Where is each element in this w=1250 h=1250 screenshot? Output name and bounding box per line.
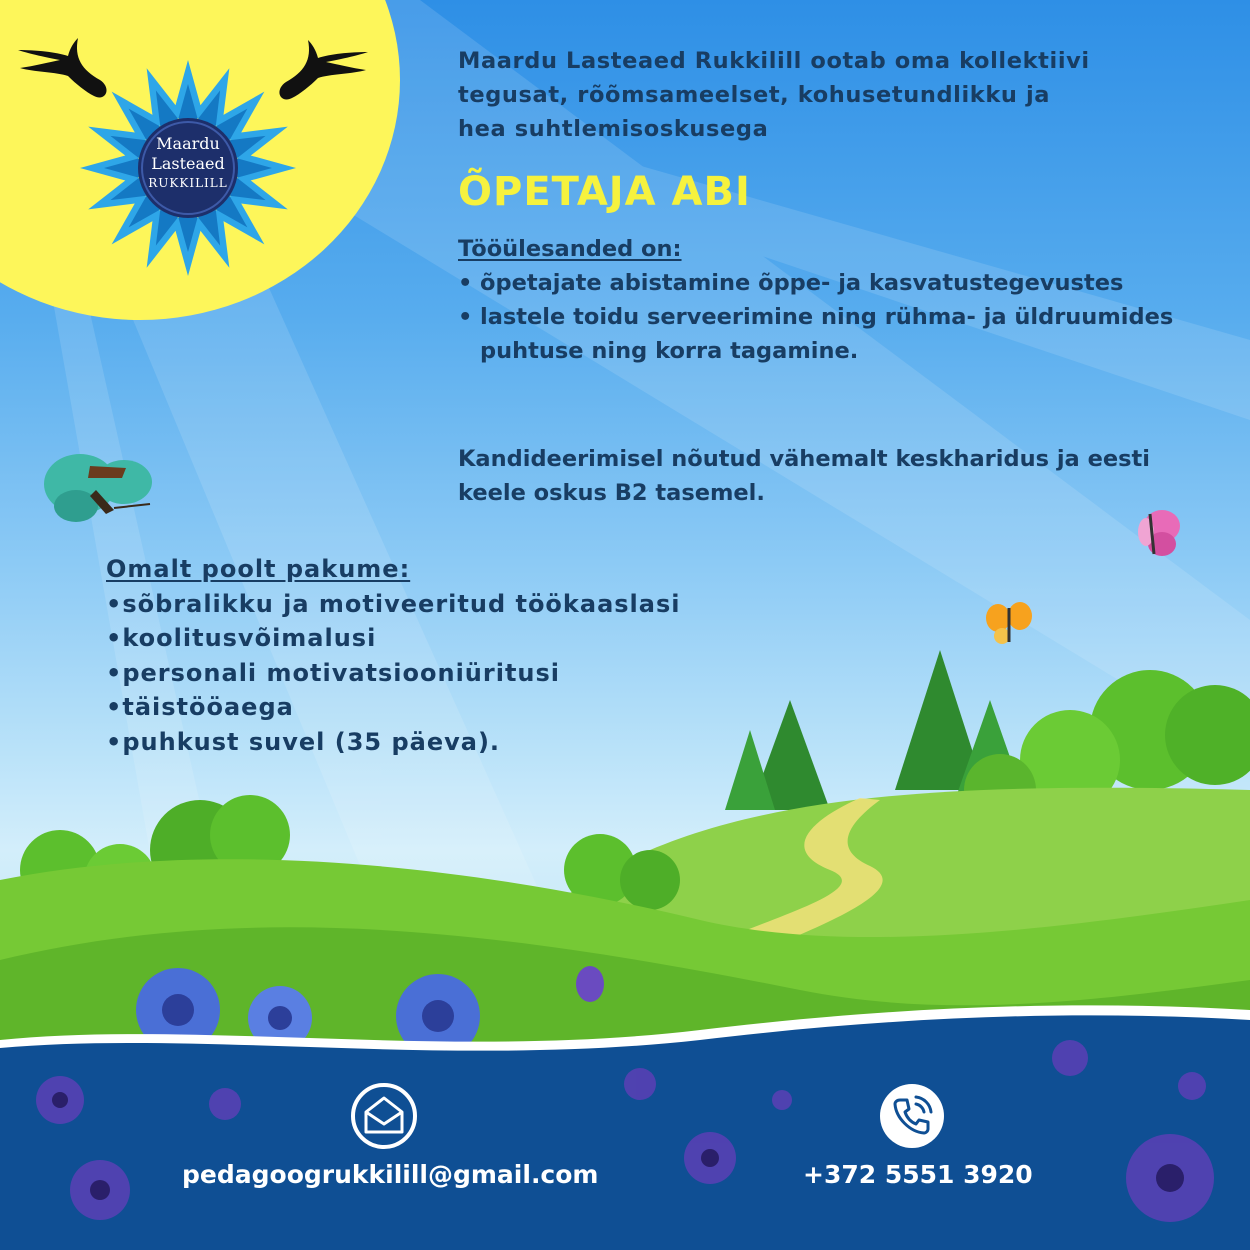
offer-section [106,552,806,759]
offer-heading: Omalt poolt pakume: [106,555,411,583]
intro-line-1: Maardu Lasteaed Rukkilill ootab oma kollektiivi [458,48,1090,74]
duties-heading: Tööülesanded on: [458,236,682,262]
phone-icon [878,1082,946,1150]
contact-email[interactable]: pedagoogrukkilill@gmail.com [182,1160,599,1189]
logo-line-3: RUKKILILL [148,176,228,190]
offer-item: • koolitusvõimalusi [106,621,806,656]
offer-item: • puhkust suvel (35 päeva). [106,725,806,760]
duty-item: • lastele toidu serveerimine ning rühma- ja üldruumides puhtuse ning korra tagamine. [458,300,1198,368]
logo-line-1: Maardu [156,134,220,153]
offer-item: • täistööaega [106,690,806,725]
offer-item: • sõbralikku ja motiveeritud töökaaslasi [106,587,806,622]
envelope-icon [350,1082,418,1150]
offer-list [106,587,806,760]
duty-item: • õpetajate abistamine õppe- ja kasvatustegevustes [458,266,1198,300]
contact-phone[interactable]: +372 5551 3920 [803,1160,1033,1189]
intro-line-3: hea suhtlemisoskusega [458,116,769,142]
job-title: ÕPETAJA ABI [458,169,751,215]
intro-line-2: tegusat, rõõmsameelset, kohusetundlikku ja [458,82,1051,108]
requirement-text: Kandideerimisel nõutud vähemalt keskharidus ja eesti keele oskus B2 tasemel. [458,446,1150,506]
logo-line-2: Lasteaed [151,154,225,173]
offer-item: • personali motivatsiooniüritusi [106,656,806,691]
